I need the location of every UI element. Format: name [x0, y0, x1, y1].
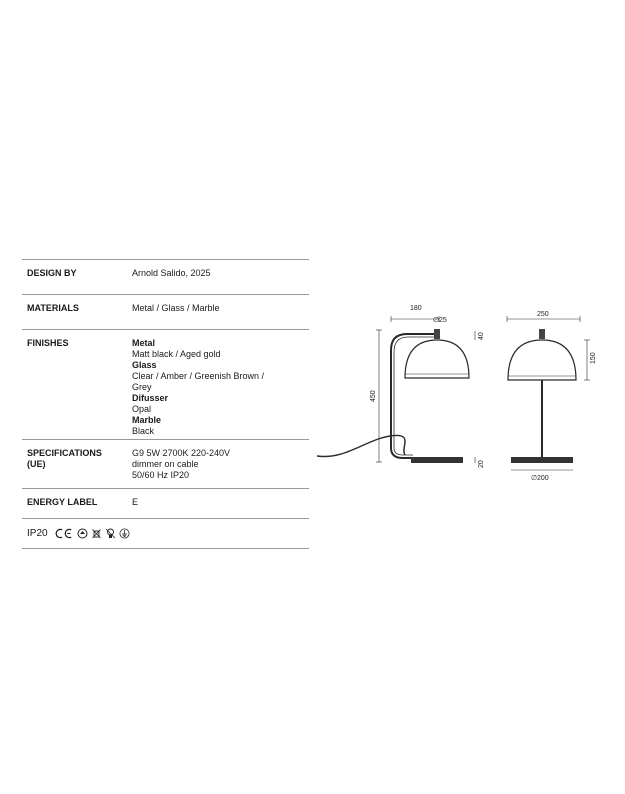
finishes-value	[132, 338, 309, 436]
finish-line: Opal	[132, 404, 152, 414]
design-by-row	[22, 259, 309, 294]
dim-front-base-d: 200	[537, 475, 549, 482]
finishes-label: FINISHES	[27, 338, 69, 348]
finish-line: Matt black / Aged gold	[132, 349, 221, 359]
ground-symbol-icon	[119, 528, 130, 539]
specifications-label-line2: (UE)	[27, 459, 46, 469]
finish-heading: Metal	[132, 338, 156, 348]
design-by-value: Arnold Salido, 2025	[132, 268, 211, 278]
technical-drawing	[315, 300, 615, 490]
specifications-label	[22, 448, 132, 481]
spec-line: 50/60 Hz IP20	[132, 470, 190, 480]
side-view	[317, 316, 475, 463]
materials-label: MATERIALS	[27, 303, 79, 313]
energy-label-value: E	[132, 497, 139, 507]
front-shade	[508, 340, 576, 380]
energy-label-row	[22, 488, 309, 518]
spec-table	[22, 259, 309, 549]
dim-side-tube: 25	[439, 317, 447, 324]
design-by-label: DESIGN BY	[27, 268, 77, 278]
finishes-row	[22, 329, 309, 439]
dimmable-bulb-icon	[105, 528, 116, 539]
specifications-row	[22, 439, 309, 488]
dim-front-shade-h: 150	[590, 352, 597, 364]
certifications-row	[22, 518, 309, 549]
finish-line: Grey	[132, 382, 152, 392]
energy-label-label: ENERGY LABEL	[27, 497, 98, 507]
materials-value: Metal / Glass / Marble	[132, 303, 220, 313]
ip-rating: IP20	[27, 528, 48, 539]
front-base	[511, 457, 573, 463]
materials-row	[22, 294, 309, 329]
side-tube	[434, 329, 440, 339]
ce-mark-icon	[54, 528, 74, 539]
diameter-symbol: ∅	[531, 475, 538, 482]
recycle-icon	[77, 528, 88, 539]
dim-side-shade-h: 40	[478, 332, 485, 340]
side-base	[411, 457, 463, 463]
finish-line: Black	[132, 426, 155, 436]
front-tube	[539, 329, 545, 339]
spec-line: dimmer on cable	[132, 459, 199, 469]
dim-side-width: 180	[410, 305, 422, 312]
dim-side-height: 450	[370, 390, 377, 402]
specifications-label-line1: SPECIFICATIONS	[27, 448, 102, 458]
spec-line: G9 5W 2700K 220-240V	[132, 448, 231, 458]
dim-side-base-h: 20	[478, 460, 485, 468]
diameter-symbol: ∅	[433, 317, 440, 324]
finish-heading: Difusser	[132, 393, 169, 403]
dim-front-width: 250	[537, 311, 549, 318]
side-shade	[405, 340, 469, 378]
finish-line: Clear / Amber / Greenish Brown /	[132, 371, 265, 381]
front-view	[507, 316, 590, 470]
finish-heading: Glass	[132, 360, 157, 370]
specifications-value	[132, 448, 309, 481]
finish-heading: Marble	[132, 415, 162, 425]
weee-bin-icon	[91, 528, 102, 539]
